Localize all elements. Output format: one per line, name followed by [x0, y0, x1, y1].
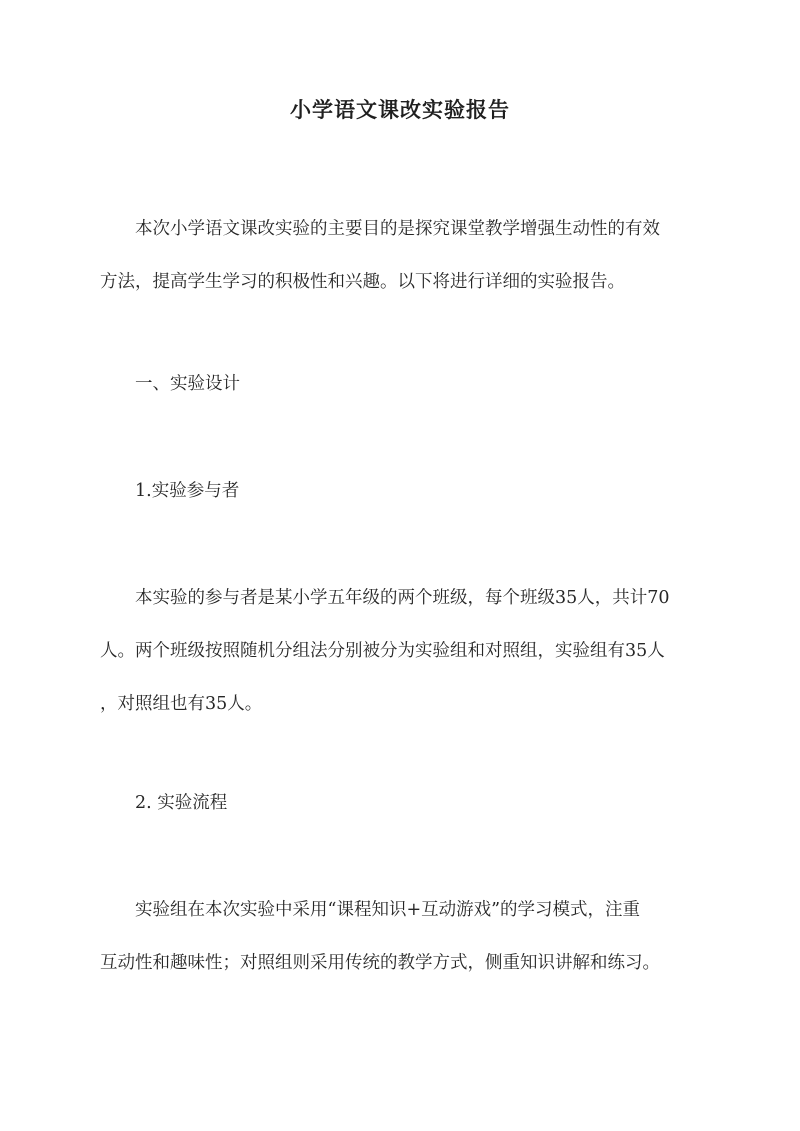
subsection-2-heading-text: 2. 实验流程	[135, 793, 228, 813]
participants-paragraph	[100, 572, 715, 731]
process-line-2: 互动性和趣味性；对照组则采用传统的教学方式，侧重知识讲解和练习。	[100, 953, 660, 973]
intro-paragraph	[100, 203, 715, 309]
section-1-heading-text: 一、实验设计	[135, 374, 240, 394]
intro-line-2: 方法，提高学生学习的积极性和兴趣。以下将进行详细的实验报告。	[100, 272, 625, 292]
document-title: 小学语文课改实验报告	[290, 97, 510, 122]
process-paragraph	[100, 884, 715, 990]
section-1-heading	[100, 358, 715, 411]
subsection-1-heading	[100, 465, 715, 518]
process-line-1: 实验组在本次实验中采用“课程知识+互动游戏”的学习模式，注重	[135, 900, 641, 920]
subsection-1-heading-text: 1.实验参与者	[135, 481, 240, 501]
subsection-2-heading	[100, 777, 715, 830]
participants-line-3: ，对照组也有35人。	[100, 694, 263, 714]
participants-line-2: 人。两个班级按照随机分组法分别被分为实验组和对照组，实验组有35人	[100, 641, 665, 661]
participants-line-1: 本实验的参与者是某小学五年级的两个班级，每个班级35人，共计70	[135, 588, 670, 608]
intro-line-1: 本次小学语文课改实验的主要目的是探究课堂教学增强生动性的有效	[135, 219, 660, 239]
